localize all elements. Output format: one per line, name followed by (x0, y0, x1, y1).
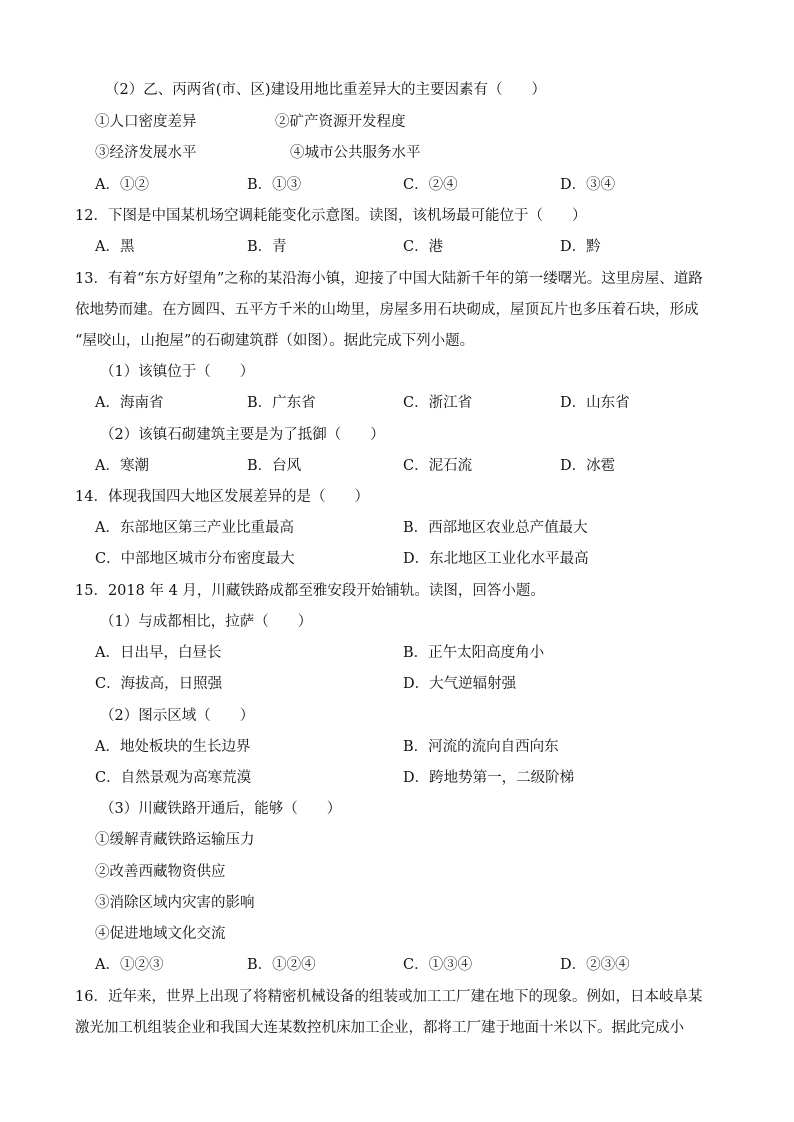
question-14-stem: 14．体现我国四大地区发展差异的是（ ） (75, 489, 369, 505)
question-11-2-item-4: ④城市公共服务水平 (290, 145, 421, 161)
question-15-2-option-c: C．自然景观为高寒荒漠 (95, 770, 252, 786)
question-12-option-a: A．黑 (95, 239, 135, 255)
question-14-option-c: C．中部地区城市分布密度最大 (95, 551, 295, 567)
question-13-1-option-d: D．山东省 (560, 395, 630, 411)
question-11-2-option-a: A．①② (95, 177, 149, 193)
question-14-option-d: D．东北地区工业化水平最高 (403, 551, 589, 567)
question-12-option-b: B．青 (247, 239, 287, 255)
question-13-1-stem: （1）该镇位于（ ） (100, 364, 255, 380)
question-15-stem: 15．2018 年 4 月，川藏铁路成都至雅安段开始铺轨。读图，回答小题。 (75, 583, 545, 599)
question-11-2-item-3: ③经济发展水平 (95, 145, 197, 161)
question-15-1-option-c: C．海拔高，日照强 (95, 676, 223, 692)
question-15-3-option-c: C．①③④ (403, 957, 473, 973)
question-15-3-stem: （3）川藏铁路开通后，能够（ ） (100, 801, 342, 817)
question-13-2-option-d: D．冰雹 (560, 458, 616, 474)
question-11-2-option-d: D．③④ (560, 177, 616, 193)
question-11-2-option-b: B．①③ (247, 177, 302, 193)
question-14-option-b: B．西部地区农业总产值最大 (403, 520, 588, 536)
question-15-3-option-a: A．①②③ (95, 957, 164, 973)
question-15-2-option-b: B．河流的流向自西向东 (403, 739, 559, 755)
question-13-2-stem: （2）该镇石砌建筑主要是为了抵御（ ） (100, 427, 385, 443)
question-12-option-c: C．港 (403, 239, 444, 255)
question-16-stem-line-1: 16．近年来，世界上出现了将精密机械设备的组装或加工工厂建在地下的现象。例如，日本岐阜某 (75, 989, 703, 1005)
question-15-2-stem: （2）图示区域（ ） (100, 708, 255, 724)
question-11-2-item-1: ①人口密度差异 (95, 114, 197, 130)
question-15-2-option-a: A．地处板块的生长边界 (95, 739, 251, 755)
question-13-2-option-b: B．台风 (247, 458, 302, 474)
question-15-1-option-a: A．日出早，白昼长 (95, 645, 222, 661)
question-11-2-stem: （2）乙、丙两省(市、区)建设用地比重差异大的主要因素有（ ） (105, 82, 547, 98)
question-15-3-item-3: ③消除区域内灾害的影响 (95, 895, 255, 911)
question-13-stem-line-3: “屋咬山，山抱屋”的石砌建筑群（如图）。据此完成下列小题。 (75, 333, 475, 349)
question-15-3-item-1: ①缓解青藏铁路运输压力 (95, 832, 255, 848)
question-11-2-item-2: ②矿产资源开发程度 (275, 114, 406, 130)
question-14-option-a: A．东部地区第三产业比重最高 (95, 520, 294, 536)
question-12-stem: 12．下图是中国某机场空调耗能变化示意图。读图，该机场最可能位于（ ） (75, 208, 587, 224)
question-15-2-option-d: D．跨地势第一，二级阶梯 (403, 770, 575, 786)
question-15-3-option-d: D．②③④ (560, 957, 630, 973)
question-13-1-option-b: B．广东省 (247, 395, 316, 411)
question-15-3-item-4: ④促进地域文化交流 (95, 926, 226, 942)
question-13-stem-line-1: 13．有着“东方好望角”之称的某沿海小镇，迎接了中国大陆新千年的第一缕曙光。这里房屋、道路 (75, 271, 703, 287)
question-15-3-item-2: ②改善西藏物资供应 (95, 864, 226, 880)
question-12-option-d: D．黔 (560, 239, 601, 255)
question-13-stem-line-2: 依地势而建。在方圆四、五平方千米的山坳里，房屋多用石块砌成，屋顶瓦片也多压着石块，形成 (75, 302, 699, 318)
question-13-1-option-c: C．浙江省 (403, 395, 473, 411)
question-13-2-option-a: A．寒潮 (95, 458, 149, 474)
question-15-3-option-b: B．①②④ (247, 957, 316, 973)
question-16-stem-line-2: 激光加工机组装企业和我国大连某数控机床加工企业，都将工厂建于地面十米以下。据此完成小 (75, 1020, 684, 1036)
question-15-1-stem: （1）与成都相比，拉萨（ ） (100, 614, 313, 630)
question-15-1-option-d: D．大气逆辐射强 (403, 676, 517, 692)
question-11-2-option-c: C．②④ (403, 177, 458, 193)
question-15-1-option-b: B．正午太阳高度角小 (403, 645, 545, 661)
question-13-1-option-a: A．海南省 (95, 395, 164, 411)
question-13-2-option-c: C．泥石流 (403, 458, 473, 474)
